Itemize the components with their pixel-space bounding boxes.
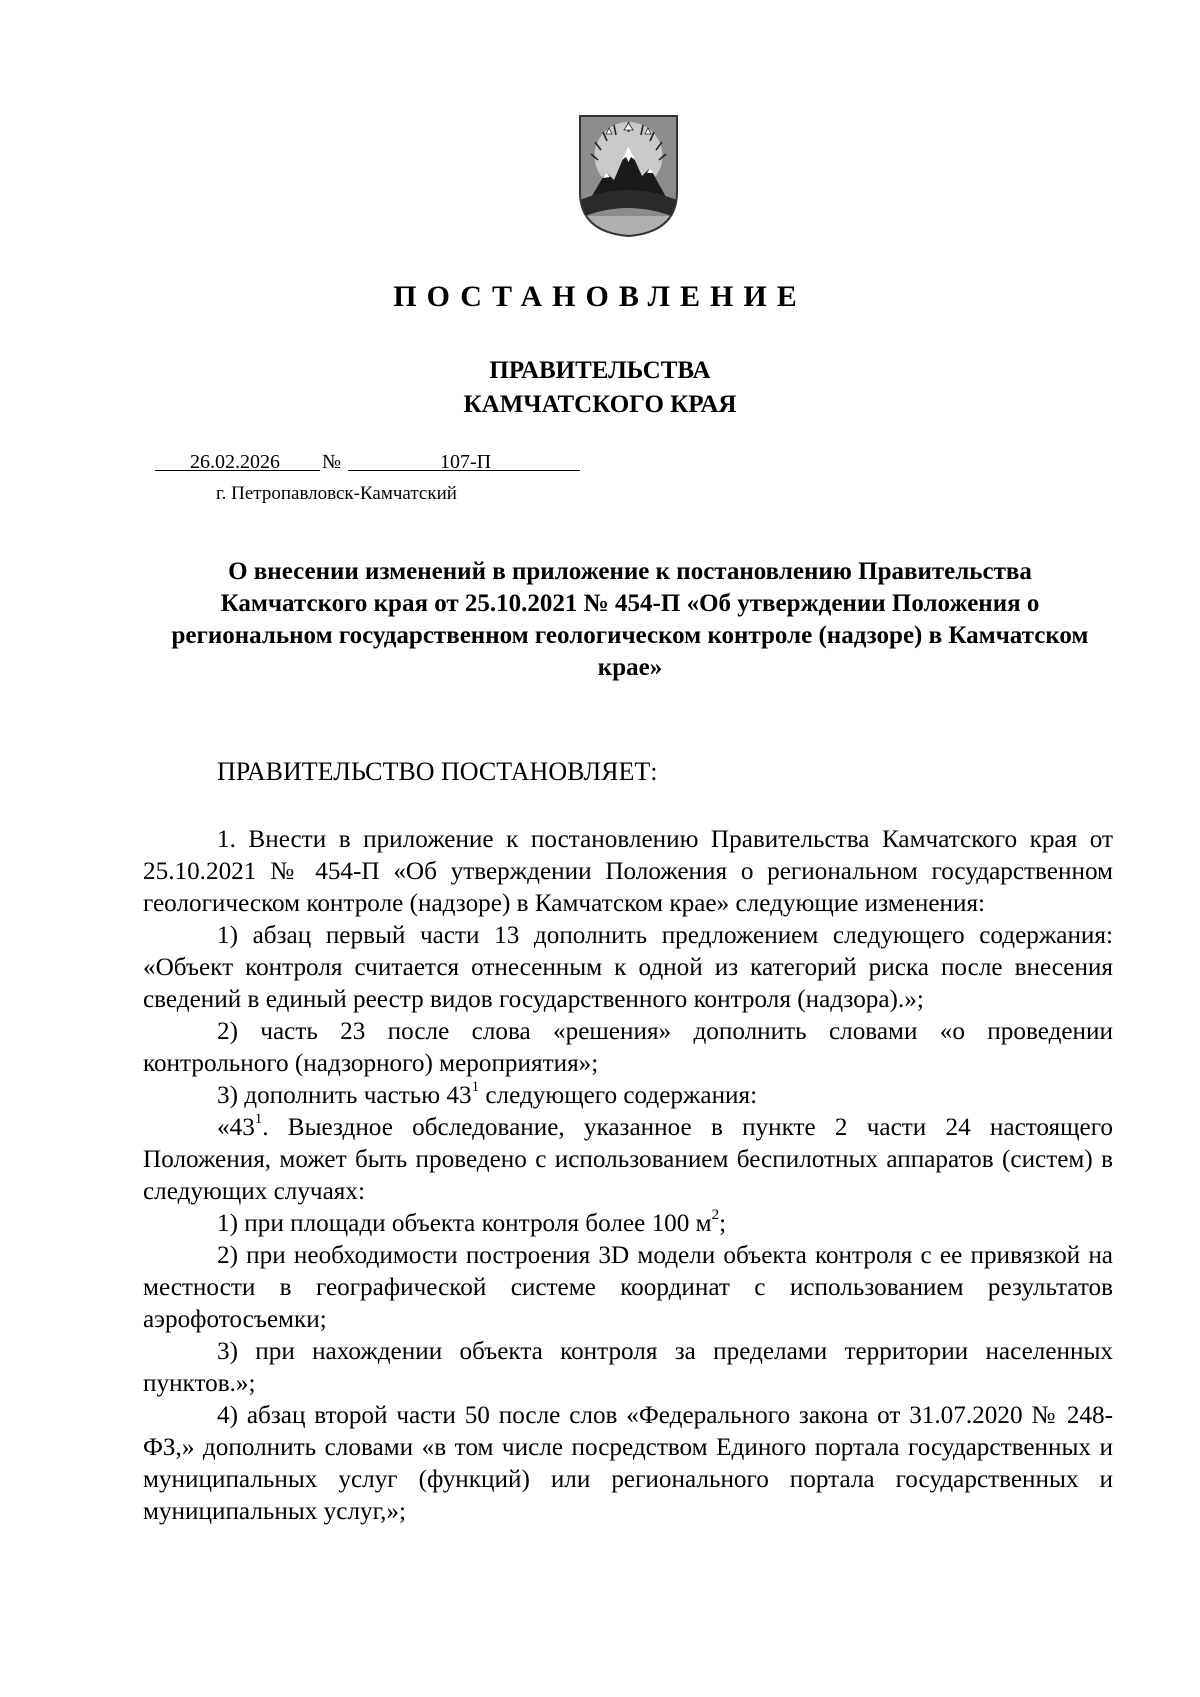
issuing-authority <box>0 354 1200 422</box>
document-date: 26.02.2026 <box>190 451 280 473</box>
paragraph-5 <box>143 1112 1113 1208</box>
document-type-title: ПОСТАНОВЛЕНИЕ <box>393 280 807 313</box>
paragraph-4-text-end: следующего содержания: <box>479 1082 758 1109</box>
paragraph-4-superscript: 1 <box>471 1078 480 1095</box>
paragraph-1: 1. Внести в приложение к постановлению Правительства Камчатского края от 25.10.2021 № 454-П «Об утверждении Положения о региональном государственном геологическом контроле (надзоре) в Камчатском крае» следующие изменения: <box>143 826 1113 917</box>
paragraph-5-text: «43 <box>217 1114 255 1141</box>
paragraph-3: 2) часть 23 после слова «решения» дополнить словами «о проведении контрольного (надзорного) мероприятия»; <box>143 1018 1113 1077</box>
paragraph-6-text-end: ; <box>719 1210 727 1237</box>
document-body <box>143 824 1113 1528</box>
paragraph-6-superscript: 2 <box>711 1206 720 1223</box>
issuing-authority-line1: ПРАВИТЕЛЬСТВА <box>489 357 711 384</box>
decree-heading: ПРАВИТЕЛЬСТВО ПОСТАНОВЛЯЕТ: <box>217 757 658 786</box>
paragraph-7: 2) при необходимости построения 3D модели объекта контроля с ее привязкой на местности в географической системе координат с использованием результатов аэрофотосъемки; <box>143 1242 1113 1333</box>
document-number: 107-П <box>440 451 492 473</box>
paragraph-4 <box>143 1080 1113 1112</box>
document-subject: О внесении изменений в приложение к постановлению Правительства Камчатского края от 25.10.2021 № 454-П «Об утверждении Положения о региональном государственном геологическом контроле (надзоре) в Камчатском крае» <box>171 558 1089 681</box>
paragraph-6-text: 1) при площади объекта контроля более 100 м <box>217 1210 712 1237</box>
paragraph-5-superscript: 1 <box>254 1110 263 1127</box>
number-sign: № <box>322 451 342 473</box>
issuing-authority-line2: КАМЧАТСКОГО КРАЯ <box>463 391 737 418</box>
kamchatka-coat-of-arms-icon <box>576 110 681 239</box>
issue-city: г. Петропавловск-Камчатский <box>216 483 457 504</box>
paragraph-2: 1) абзац первый части 13 дополнить предложением следующего содержания: «Объект контроля считается отнесенным к одной из категорий риска после внесения сведений в единый реестр видов государственного контроля (надзора).»; <box>143 922 1113 1013</box>
paragraph-8: 3) при нахождении объекта контроля за пределами территории населенных пунктов.»; <box>143 1338 1113 1397</box>
paragraph-5-text-end: . Выездное обследование, указанное в пункте 2 части 24 настоящего Положения, может быть проведено с использованием беспилотных аппаратов (систем) в следующих случаях: <box>143 1114 1113 1205</box>
paragraph-4-text: 3) дополнить частью 43 <box>217 1082 472 1109</box>
paragraph-6 <box>143 1208 1113 1240</box>
paragraph-9: 4) абзац второй части 50 после слов «Федерального закона от 31.07.2020 № 248-ФЗ,» дополнить словами «в том числе посредством Единого портала государственных и муниципальных услуг (функций) или регионального портала государственных и муниципальных услуг,»; <box>143 1402 1113 1525</box>
